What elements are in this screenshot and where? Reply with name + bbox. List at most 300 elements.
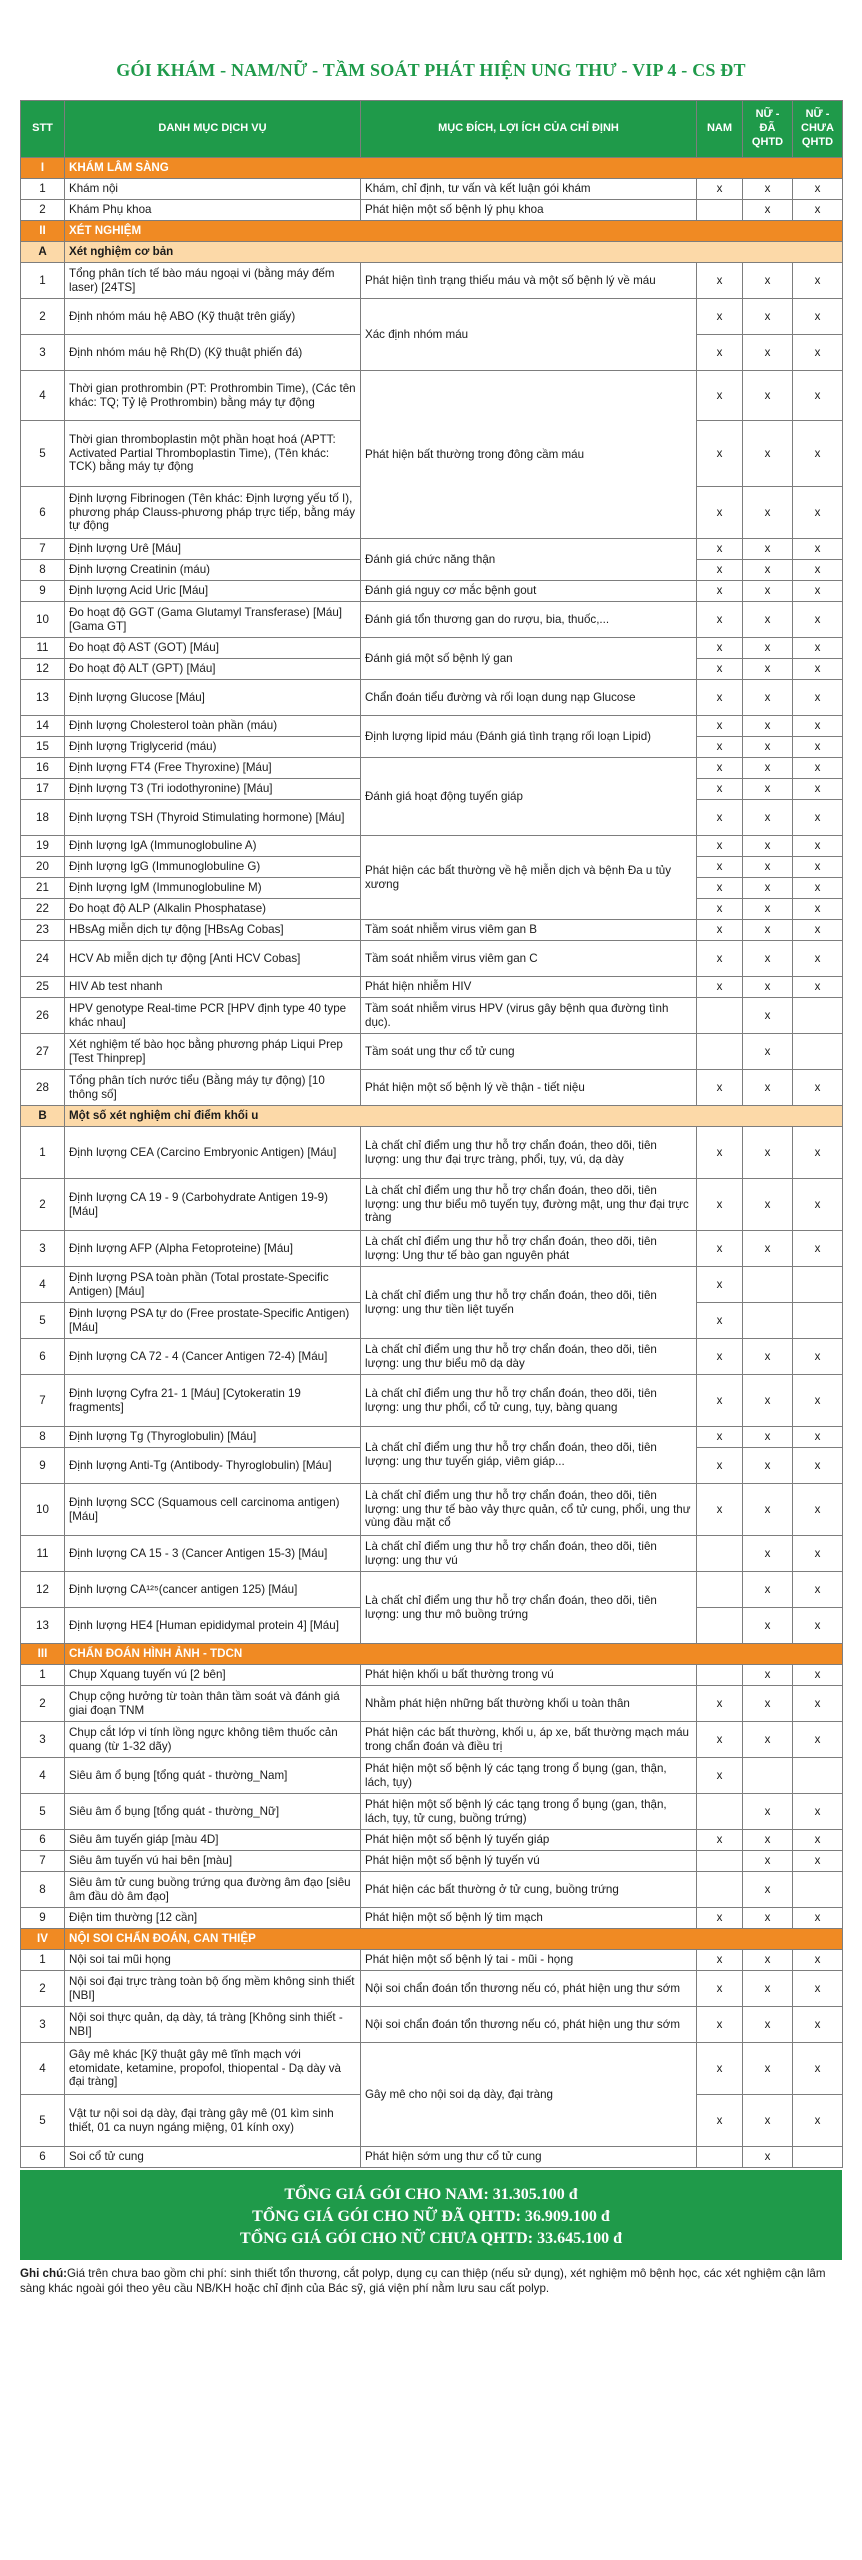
female-single-check: x [793, 1950, 843, 1971]
female-single-check: x [793, 1722, 843, 1758]
table-row [21, 1758, 843, 1794]
female-single-check: x [793, 1686, 843, 1722]
service-name: Đo hoạt độ AST (GOT) [Máu] [65, 638, 361, 659]
row-number: 5 [21, 1303, 65, 1339]
table-row [21, 371, 843, 421]
row-number: 1 [21, 1665, 65, 1686]
service-purpose: Phát hiện các bất thường ở tử cung, buồng trứng [361, 1872, 697, 1908]
male-check: x [697, 1950, 743, 1971]
header-female-single: NỮ - CHƯA QHTD [793, 101, 843, 158]
female-single-check: x [793, 1536, 843, 1572]
female-single-check: x [793, 680, 843, 716]
service-name: Định lượng Acid Uric [Máu] [65, 581, 361, 602]
service-name: Định lượng SCC (Squamous cell carcinoma antigen) [Máu] [65, 1484, 361, 1536]
service-purpose: Là chất chỉ điểm ung thư hỗ trợ chẩn đoán, theo dõi, tiên lượng: Ung thư tế bào gan nguyên phát [361, 1231, 697, 1267]
male-check [697, 1872, 743, 1908]
service-name: Định lượng CA 19 - 9 (Carbohydrate Antigen 19-9) [Máu] [65, 1179, 361, 1231]
female-single-check: x [793, 1908, 843, 1929]
service-name: Định lượng Anti-Tg (Antibody- Thyroglobulin) [Máu] [65, 1448, 361, 1484]
female-married-check: x [743, 2147, 793, 2168]
total-female-single: TỔNG GIÁ GÓI CHO NỮ CHƯA QHTD: 33.645.100 đ [240, 2230, 622, 2247]
service-name: Chụp cắt lớp vi tính lồng ngực không tiêm thuốc cản quang (từ 1-32 dãy) [65, 1722, 361, 1758]
section-number: A [21, 242, 65, 263]
service-purpose: Là chất chỉ điểm ung thư hỗ trợ chẩn đoán, theo dõi, tiên lượng: ung thư tuyến giáp, viêm giáp... [361, 1427, 697, 1484]
male-check: x [697, 899, 743, 920]
female-married-check: x [743, 1034, 793, 1070]
service-purpose: Tầm soát nhiễm virus HPV (virus gây bệnh qua đường tình dục). [361, 998, 697, 1034]
male-check [697, 200, 743, 221]
row-number: 10 [21, 602, 65, 638]
row-number: 6 [21, 1830, 65, 1851]
female-single-check: x [793, 977, 843, 998]
female-married-check: x [743, 1908, 793, 1929]
female-married-check: x [743, 1484, 793, 1536]
row-number: 27 [21, 1034, 65, 1070]
service-purpose: Phát hiện một số bệnh lý tim mạch [361, 1908, 697, 1929]
table-row [21, 299, 843, 335]
table-row [21, 1572, 843, 1608]
service-purpose: Định lượng lipid máu (Đánh giá tình trạng rối loạn Lipid) [361, 716, 697, 758]
total-male: TỔNG GIÁ GÓI CHO NAM: 31.305.100 đ [284, 2186, 578, 2203]
female-married-check [743, 1303, 793, 1339]
section-number: IV [21, 1929, 65, 1950]
male-check: x [697, 1127, 743, 1179]
service-name: Siêu âm tuyến vú hai bên [màu] [65, 1851, 361, 1872]
female-single-check: x [793, 899, 843, 920]
row-number: 6 [21, 2147, 65, 2168]
female-married-check: x [743, 1070, 793, 1106]
female-single-check: x [793, 1794, 843, 1830]
female-married-check: x [743, 1722, 793, 1758]
section-row [21, 1644, 843, 1665]
service-purpose: Là chất chỉ điểm ung thư hỗ trợ chẩn đoán, theo dõi, tiên lượng: ung thư biểu mô dạ dày [361, 1339, 697, 1375]
female-single-check: x [793, 179, 843, 200]
row-number: 7 [21, 1375, 65, 1427]
table-row [21, 2043, 843, 2095]
female-single-check: x [793, 2007, 843, 2043]
female-single-check [793, 998, 843, 1034]
female-married-check: x [743, 179, 793, 200]
female-married-check: x [743, 1427, 793, 1448]
section-row [21, 1929, 843, 1950]
female-single-check: x [793, 299, 843, 335]
female-married-check: x [743, 1127, 793, 1179]
female-married-check: x [743, 836, 793, 857]
service-purpose: Đánh giá chức năng thận [361, 539, 697, 581]
section-number: I [21, 158, 65, 179]
service-purpose: Là chất chỉ điểm ung thư hỗ trợ chẩn đoán, theo dõi, tiên lượng: ung thư đại trực tràng, phổi, tụy, vú, dạ dày [361, 1127, 697, 1179]
male-check: x [697, 560, 743, 581]
female-married-check: x [743, 263, 793, 299]
female-married-check: x [743, 1794, 793, 1830]
female-single-check: x [793, 1179, 843, 1231]
service-name: Định lượng IgM (Immunoglobuline M) [65, 878, 361, 899]
row-number: 12 [21, 659, 65, 680]
female-single-check: x [793, 920, 843, 941]
female-single-check: x [793, 1070, 843, 1106]
page-title: GÓI KHÁM - NAM/NỮ - TẦM SOÁT PHÁT HIỆN UNG THƯ - VIP 4 - CS ĐT [116, 60, 746, 80]
female-single-check: x [793, 737, 843, 758]
male-check [697, 1851, 743, 1872]
service-name: Thời gian prothrombin (PT: Prothrombin Time), (Các tên khác: TQ; Tỷ lệ Prothrombin) bằng máy tự động [65, 371, 361, 421]
female-single-check [793, 1303, 843, 1339]
female-single-check: x [793, 581, 843, 602]
service-purpose: Khám, chỉ định, tư vấn và kết luận gói khám [361, 179, 697, 200]
row-number: 4 [21, 1758, 65, 1794]
table-row [21, 716, 843, 737]
table-row [21, 602, 843, 638]
female-single-check: x [793, 1231, 843, 1267]
table-row [21, 581, 843, 602]
female-single-check: x [793, 371, 843, 421]
male-check: x [697, 602, 743, 638]
female-single-check [793, 1872, 843, 1908]
male-check: x [697, 857, 743, 878]
row-number: 3 [21, 1231, 65, 1267]
table-row [21, 1231, 843, 1267]
service-purpose: Tầm soát nhiễm virus viêm gan C [361, 941, 697, 977]
female-married-check: x [743, 1375, 793, 1427]
section-number: III [21, 1644, 65, 1665]
female-married-check [743, 1267, 793, 1303]
female-single-check: x [793, 1851, 843, 1872]
female-married-check: x [743, 680, 793, 716]
section-title: Một số xét nghiệm chỉ điểm khối u [65, 1106, 843, 1127]
service-purpose: Phát hiện một số bệnh lý tai - mũi - họng [361, 1950, 697, 1971]
section-number: B [21, 1106, 65, 1127]
male-check [697, 1034, 743, 1070]
female-single-check: x [793, 638, 843, 659]
female-single-check: x [793, 2095, 843, 2147]
male-check: x [697, 638, 743, 659]
row-number: 13 [21, 680, 65, 716]
service-name: Khám Phụ khoa [65, 200, 361, 221]
row-number: 3 [21, 1722, 65, 1758]
male-check: x [697, 2007, 743, 2043]
service-name: Nội soi thực quản, dạ dày, tá tràng [Không sinh thiết - NBI] [65, 2007, 361, 2043]
table-row [21, 977, 843, 998]
service-name: HCV Ab miễn dịch tự động [Anti HCV Cobas] [65, 941, 361, 977]
female-married-check: x [743, 1448, 793, 1484]
female-single-check: x [793, 539, 843, 560]
table-row [21, 1375, 843, 1427]
female-married-check: x [743, 1231, 793, 1267]
female-married-check: x [743, 638, 793, 659]
row-number: 11 [21, 638, 65, 659]
service-purpose: Đánh giá hoạt động tuyến giáp [361, 758, 697, 836]
male-check: x [697, 1686, 743, 1722]
table-row [21, 680, 843, 716]
table-row [21, 1950, 843, 1971]
table-body [21, 158, 843, 2168]
service-purpose: Phát hiện một số bệnh lý tuyến giáp [361, 1830, 697, 1851]
table-row [21, 200, 843, 221]
section-title: NỘI SOI CHẨN ĐOÁN, CAN THIỆP [65, 1929, 843, 1950]
female-single-check: x [793, 335, 843, 371]
male-check: x [697, 1231, 743, 1267]
male-check: x [697, 581, 743, 602]
row-number: 20 [21, 857, 65, 878]
service-name: Nội soi tai mũi họng [65, 1950, 361, 1971]
section-row [21, 221, 843, 242]
male-check: x [697, 487, 743, 539]
service-purpose: Phát hiện tình trạng thiếu máu và một số bệnh lý về máu [361, 263, 697, 299]
service-purpose: Chẩn đoán tiểu đường và rối loạn dung nạp Glucose [361, 680, 697, 716]
female-single-check [793, 1267, 843, 1303]
table-row [21, 179, 843, 200]
female-single-check: x [793, 421, 843, 487]
row-number: 28 [21, 1070, 65, 1106]
female-single-check [793, 2147, 843, 2168]
female-married-check: x [743, 2095, 793, 2147]
table-row [21, 1267, 843, 1303]
service-purpose: Đánh giá nguy cơ mắc bệnh gout [361, 581, 697, 602]
female-married-check: x [743, 1179, 793, 1231]
service-purpose: Là chất chỉ điểm ung thư hỗ trợ chẩn đoán, theo dõi, tiên lượng: ung thư phổi, cổ tử cung, tụy, bàng quang [361, 1375, 697, 1427]
section-title: Xét nghiệm cơ bản [65, 242, 843, 263]
female-single-check: x [793, 836, 843, 857]
table-row [21, 1851, 843, 1872]
female-married-check: x [743, 1851, 793, 1872]
male-check: x [697, 758, 743, 779]
subsection-row [21, 242, 843, 263]
service-name: Tổng phân tích nước tiểu (Bằng máy tự động) [10 thông số] [65, 1070, 361, 1106]
male-check: x [697, 335, 743, 371]
female-married-check: x [743, 716, 793, 737]
service-name: Tổng phân tích tế bào máu ngoại vi (bằng máy đếm laser) [24TS] [65, 263, 361, 299]
service-purpose: Đánh giá tổn thương gan do rượu, bia, thuốc,... [361, 602, 697, 638]
male-check: x [697, 1830, 743, 1851]
table-row [21, 263, 843, 299]
male-check: x [697, 1375, 743, 1427]
female-single-check: x [793, 941, 843, 977]
service-purpose: Phát hiện bất thường trong đông cầm máu [361, 371, 697, 539]
row-number: 26 [21, 998, 65, 1034]
service-name: Gây mê khác [Kỹ thuật gây mê tĩnh mạch với etomidate, ketamine, propofol, thiopental - Dạ dày và đại tràng] [65, 2043, 361, 2095]
service-name: Soi cổ tử cung [65, 2147, 361, 2168]
row-number: 18 [21, 800, 65, 836]
female-single-check: x [793, 659, 843, 680]
service-purpose: Phát hiện một số bệnh lý phụ khoa [361, 200, 697, 221]
service-name: Khám nội [65, 179, 361, 200]
female-married-check: x [743, 1872, 793, 1908]
row-number: 22 [21, 899, 65, 920]
row-number: 15 [21, 737, 65, 758]
service-name: Thời gian thromboplastin một phần hoạt hoá (APTT: Activated Partial Thromboplastin Time), (Tên khác: TCK) bằng máy tự động [65, 421, 361, 487]
service-name: Định lượng Fibrinogen (Tên khác: Định lượng yếu tố I), phương pháp Clauss-phương pháp trực tiếp, bằng máy tự động [65, 487, 361, 539]
row-number: 1 [21, 1950, 65, 1971]
service-name: Định lượng Tg (Thyroglobulin) [Máu] [65, 1427, 361, 1448]
male-check: x [697, 1484, 743, 1536]
female-married-check: x [743, 878, 793, 899]
female-single-check: x [793, 1484, 843, 1536]
section-title: XÉT NGHIỆM [65, 221, 843, 242]
service-name: Định lượng AFP (Alpha Fetoproteine) [Máu] [65, 1231, 361, 1267]
female-married-check [743, 1758, 793, 1794]
row-number: 8 [21, 1427, 65, 1448]
table-row [21, 941, 843, 977]
female-married-check: x [743, 758, 793, 779]
table-row [21, 1339, 843, 1375]
female-single-check: x [793, 716, 843, 737]
male-check: x [697, 659, 743, 680]
service-purpose: Phát hiện khối u bất thường trong vú [361, 1665, 697, 1686]
service-purpose: Phát hiện một số bệnh lý các tạng trong ổ bụng (gan, thận, lách, tụy, tử cung, buồng trứng) [361, 1794, 697, 1830]
male-check [697, 1572, 743, 1608]
male-check: x [697, 737, 743, 758]
service-table [20, 100, 843, 2168]
table-row [21, 998, 843, 1034]
service-purpose: Phát hiện các bất thường, khối u, áp xe, bất thường mạch máu trong chẩn đoán và điều trị [361, 1722, 697, 1758]
female-single-check: x [793, 1339, 843, 1375]
male-check: x [697, 977, 743, 998]
male-check: x [697, 371, 743, 421]
row-number: 2 [21, 299, 65, 335]
service-name: Định lượng Cholesterol toàn phần (máu) [65, 716, 361, 737]
row-number: 2 [21, 200, 65, 221]
female-single-check [793, 1758, 843, 1794]
male-check: x [697, 1427, 743, 1448]
row-number: 9 [21, 1448, 65, 1484]
female-married-check: x [743, 421, 793, 487]
male-check: x [697, 920, 743, 941]
service-purpose: Là chất chỉ điểm ung thư hỗ trợ chẩn đoán, theo dõi, tiên lượng: ung thư tế bào vảy thực quản, cổ tử cung, phổi, ung thư vùng đầu mặt cổ [361, 1484, 697, 1536]
female-married-check: x [743, 941, 793, 977]
service-name: Đo hoạt độ GGT (Gama Glutamyl Transferase) [Máu] [Gama GT] [65, 602, 361, 638]
male-check: x [697, 1908, 743, 1929]
table-row [21, 1872, 843, 1908]
price-totals [20, 2170, 842, 2260]
table-row [21, 836, 843, 857]
table-row [21, 758, 843, 779]
service-name: Nội soi đại trực tràng toàn bộ ống mềm không sinh thiết [NBI] [65, 1971, 361, 2007]
female-married-check: x [743, 800, 793, 836]
service-purpose: Đánh giá một số bệnh lý gan [361, 638, 697, 680]
female-married-check: x [743, 899, 793, 920]
male-check: x [697, 421, 743, 487]
female-single-check: x [793, 800, 843, 836]
service-purpose: Phát hiện sớm ung thư cổ tử cung [361, 2147, 697, 2168]
table-row [21, 1830, 843, 1851]
service-purpose: Tầm soát nhiễm virus viêm gan B [361, 920, 697, 941]
service-name: Điện tim thường [12 cần] [65, 1908, 361, 1929]
subsection-row [21, 1106, 843, 1127]
service-name: Định lượng T3 (Tri iodothyronine) [Máu] [65, 779, 361, 800]
female-single-check: x [793, 1448, 843, 1484]
table-row [21, 1971, 843, 2007]
male-check: x [697, 779, 743, 800]
male-check: x [697, 878, 743, 899]
row-number: 3 [21, 335, 65, 371]
male-check: x [697, 1971, 743, 2007]
row-number: 3 [21, 2007, 65, 2043]
male-check: x [697, 836, 743, 857]
service-name: Định lượng FT4 (Free Thyroxine) [Máu] [65, 758, 361, 779]
female-married-check: x [743, 1665, 793, 1686]
male-check: x [697, 1303, 743, 1339]
row-number: 19 [21, 836, 65, 857]
female-married-check: x [743, 1572, 793, 1608]
table-row [21, 2147, 843, 2168]
male-check [697, 1536, 743, 1572]
section-row [21, 158, 843, 179]
service-purpose: Phát hiện một số bệnh lý tuyến vú [361, 1851, 697, 1872]
male-check: x [697, 716, 743, 737]
table-row [21, 920, 843, 941]
service-name: Định lượng HE4 [Human epididymal protein 4] [Máu] [65, 1608, 361, 1644]
footnote [20, 2260, 842, 2296]
female-single-check: x [793, 560, 843, 581]
row-number: 13 [21, 1608, 65, 1644]
service-name: Định nhóm máu hệ Rh(D) (Kỹ thuật phiến đá) [65, 335, 361, 371]
service-purpose: Là chất chỉ điểm ung thư hỗ trợ chẩn đoán, theo dõi, tiên lượng: ung thư biểu mô tuyến tụy, đường mật, ung thư đại trực tràng [361, 1179, 697, 1231]
male-check: x [697, 1758, 743, 1794]
female-married-check: x [743, 1971, 793, 2007]
male-check: x [697, 1339, 743, 1375]
male-check: x [697, 941, 743, 977]
male-check [697, 1608, 743, 1644]
service-name: Chụp Xquang tuyến vú [2 bên] [65, 1665, 361, 1686]
female-married-check: x [743, 1686, 793, 1722]
table-header [21, 101, 843, 158]
female-married-check: x [743, 560, 793, 581]
male-check: x [697, 1722, 743, 1758]
female-single-check: x [793, 1608, 843, 1644]
female-married-check: x [743, 602, 793, 638]
row-number: 1 [21, 1127, 65, 1179]
female-married-check: x [743, 335, 793, 371]
header-purpose: MỤC ĐÍCH, LỢI ÍCH CỦA CHỈ ĐỊNH [361, 101, 697, 158]
row-number: 2 [21, 1179, 65, 1231]
female-married-check: x [743, 1950, 793, 1971]
row-number: 25 [21, 977, 65, 998]
row-number: 2 [21, 1971, 65, 2007]
service-name: HPV genotype Real-time PCR [HPV định type 40 type khác nhau] [65, 998, 361, 1034]
row-number: 8 [21, 1872, 65, 1908]
female-single-check: x [793, 857, 843, 878]
male-check [697, 1665, 743, 1686]
service-purpose: Phát hiện các bất thường về hệ miễn dịch và bệnh Đa u tủy xương [361, 836, 697, 920]
header-service: DANH MỤC DỊCH VỤ [65, 101, 361, 158]
female-single-check: x [793, 487, 843, 539]
service-purpose: Phát hiện một số bệnh lý các tạng trong ổ bụng (gan, thận, lách, tụy) [361, 1758, 697, 1794]
row-number: 12 [21, 1572, 65, 1608]
table-row [21, 1794, 843, 1830]
table-row [21, 2007, 843, 2043]
female-married-check: x [743, 977, 793, 998]
table-row [21, 1179, 843, 1231]
row-number: 1 [21, 263, 65, 299]
female-single-check [793, 1034, 843, 1070]
female-married-check: x [743, 1830, 793, 1851]
table-row [21, 638, 843, 659]
service-name: Đo hoạt độ ALP (Alkalin Phosphatase) [65, 899, 361, 920]
service-name: HIV Ab test nhanh [65, 977, 361, 998]
header-stt: STT [21, 101, 65, 158]
female-single-check: x [793, 2043, 843, 2095]
row-number: 7 [21, 1851, 65, 1872]
female-single-check: x [793, 1127, 843, 1179]
row-number: 4 [21, 2043, 65, 2095]
female-married-check: x [743, 1608, 793, 1644]
service-name: Định lượng Urê [Máu] [65, 539, 361, 560]
section-number: II [21, 221, 65, 242]
male-check: x [697, 263, 743, 299]
row-number: 16 [21, 758, 65, 779]
male-check: x [697, 179, 743, 200]
table-row [21, 1686, 843, 1722]
service-name: Chụp cộng hưởng từ toàn thân tầm soát và đánh giá giai đoạn TNM [65, 1686, 361, 1722]
